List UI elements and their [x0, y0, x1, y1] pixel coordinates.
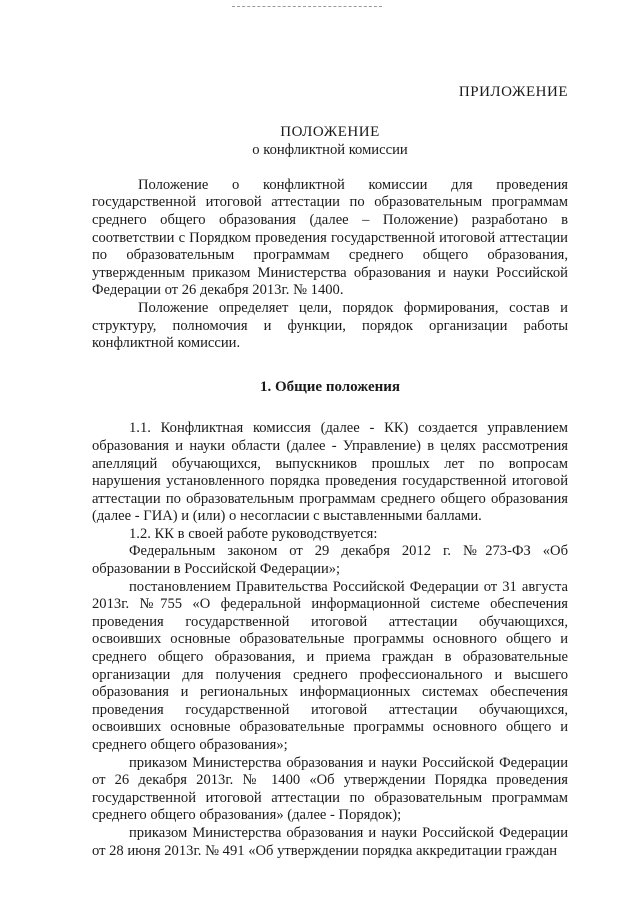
paragraph-1-1: 1.1. Конфликтная комиссия (далее - КК) создается управлением образования и науки области (далее - Управление) в целях рассмотрения апелляций обучающихся, выпускников прошлых лет по вопросам нарушения установленного порядка проведения государственной итоговой аттестации по образовательным программам среднего общего образования (далее - ГИА) и (или) о несогласии с выставленными баллами. — [92, 420, 568, 525]
appendix-label: ПРИЛОЖЕНИЕ — [458, 84, 568, 100]
document-title: ПОЛОЖЕНИЕ — [280, 123, 380, 140]
paragraph-order-491: приказом Министерства образования и науки Российской Федерации от 28 июня 2013г. № 491 «Об утверждении порядка аккредитации граждан — [92, 824, 568, 859]
intro-paragraph-1: Положение о конфликтной комиссии для проведения государственной итоговой аттестации по образовательным программам среднего общего образования (далее – Положение) разработано в соответствии с Порядком проведения государственной итоговой аттестации по образовательным программам среднего общего образования, утвержденным приказом Министерства образования и науки Российской Федерации от 26 декабря 2013г. № 1400. — [92, 176, 568, 299]
document-subtitle: о конфликтной комиссии — [252, 142, 408, 159]
paragraph-order-1400: приказом Министерства образования и науки Российской Федерации от 26 декабря 2013г. № 1400 «Об утверждении Порядка проведения государственной итоговой аттестации по образовательным программам среднего общего образования» (далее - Порядок); — [92, 754, 568, 824]
document-page — [92, 84, 568, 860]
scan-artifact — [232, 6, 382, 11]
paragraph-federal-law: Федеральным законом от 29 декабря 2012 г. №273-ФЗ «Об образовании в Российской Федерации»; — [92, 543, 568, 578]
section-heading: 1. Общие положения — [259, 378, 401, 395]
paragraph-government-decree: постановлением Правительства Российской Федерации от 31 августа 2013г. №755 «О федеральной информационной системе обеспечения проведения государственной итоговой аттестации обучающихся, освоивших основные образовательные программы основного общего и среднего общего образования, и приема граждан в образовательные организации для получения среднего профессионального и высшего образования и региональных информационных системах обеспечения проведения государственной итоговой аттестации обучающихся, освоивших основные образовательные программы основного общего и среднего общего образования»; — [92, 578, 568, 753]
paragraph-1-2: 1.2. КК в своей работе руководствуется: — [129, 525, 378, 542]
intro-paragraph-2: Положение определяет цели, порядок формирования, состав и структуру, полномочия и функции, порядок организации работы конфликтной комиссии. — [92, 299, 568, 352]
